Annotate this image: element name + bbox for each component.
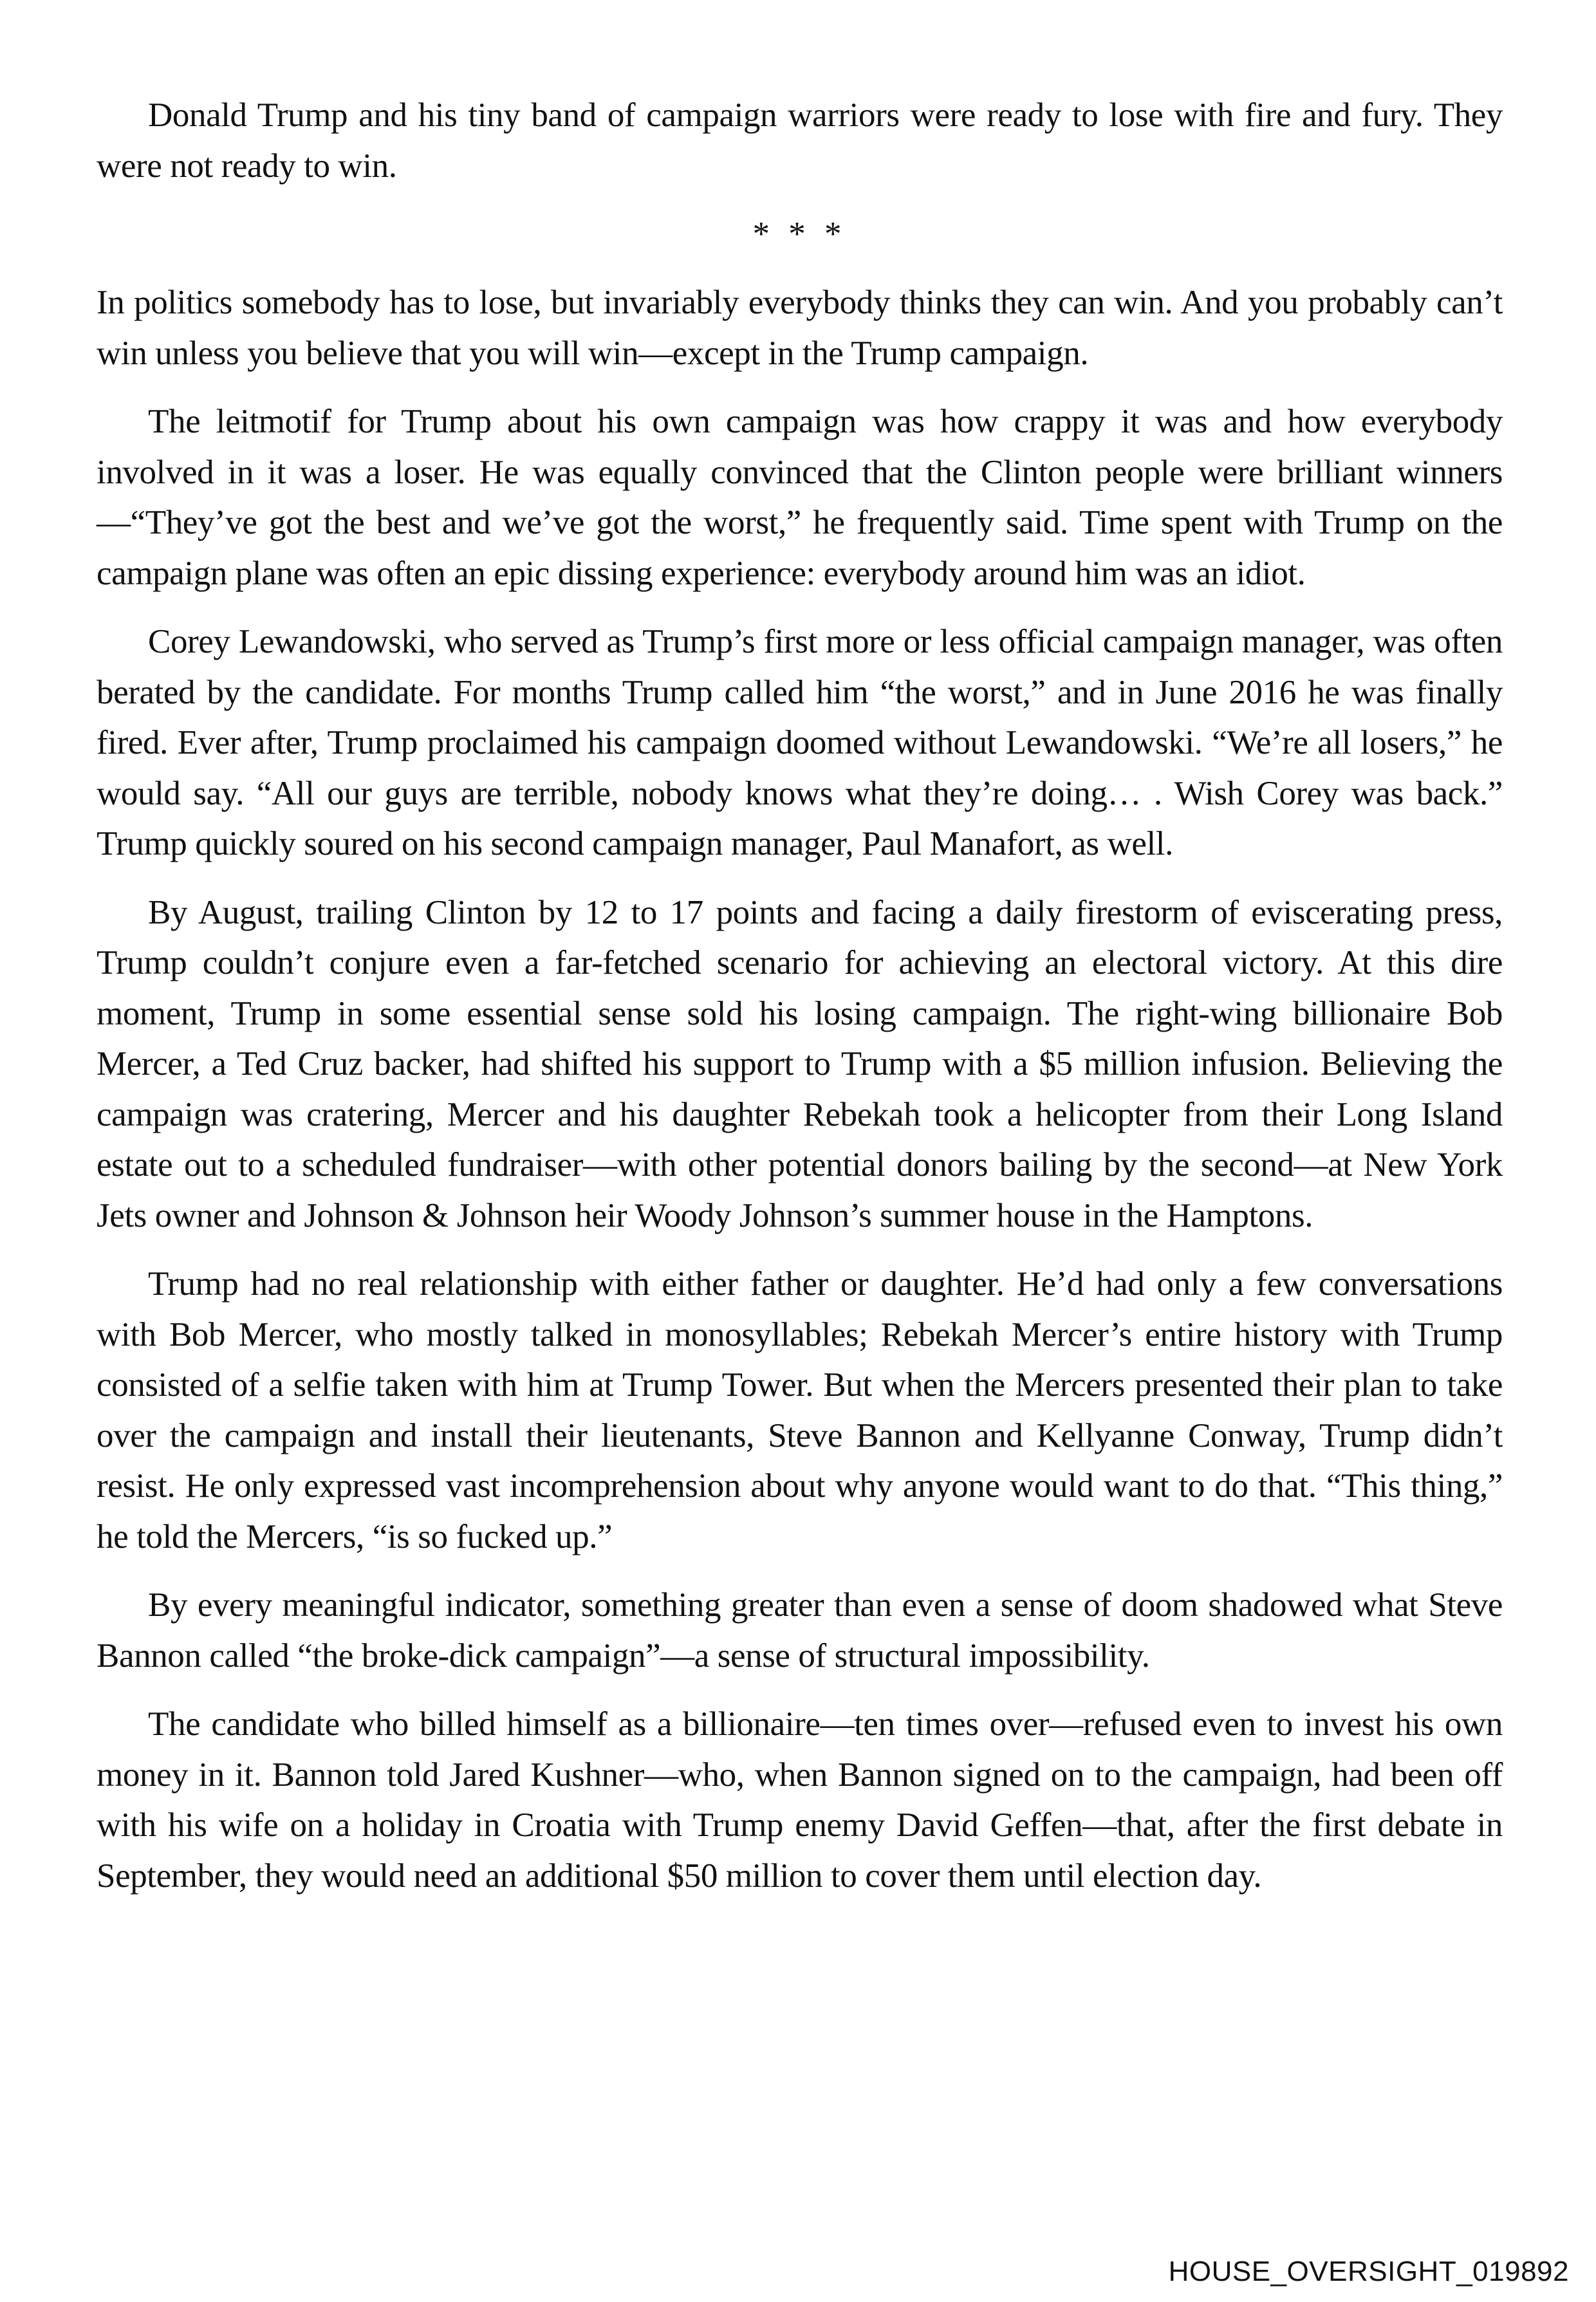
paragraph-lewandowski: Corey Lewandowski, who served as Trump’s first more or less official campaign manager, was often berated by the candidate. For months Trump called him “the worst,” and in June 2016 he was finally fired. Ever after, Trump proclaimed his campaign doomed without Lewandowski. “We’re all losers,” he would say. “All our guys are terrible, nobody knows what they’re doing… . Wish Corey was back.” Trump quickly soured on his second campaign manager, Paul Manafort, as well. xyxy=(97,623,1503,862)
paragraph-mercer-august: By August, trailing Clinton by 12 to 17 points and facing a daily firestorm of eviscerating press, Trump couldn’t conjure even a far-fetched scenario for achieving an electoral victory. At this dire moment, Trump in some essential sense sold his losing campaign. The right-wing billionaire Bob Mercer, a Ted Cruz backer, had shifted his support to Trump with a $5 million infusion. Believing the campaign was cratering, Mercer and his daughter Rebekah took a helicopter from their Long Island estate out to a scheduled fundraiser—with other potential donors bailing by the second—at New York Jets owner and Johnson & Johnson heir Woody Johnson’s summer house in the Hamptons. xyxy=(97,893,1503,1234)
paragraph-billionaire-funding: The candidate who billed himself as a billionaire—ten times over—refused even to invest his own money in it. Bannon told Jared Kushner—who, when Bannon signed on to the campaign, had been off with his wife on a holiday in Croatia with Trump enemy David Geffen—that, after the first debate in September, they would need an additional $50 million to cover them until election day. xyxy=(97,1705,1503,1895)
paragraph-intro: Donald Trump and his tiny band of campaign warriors were ready to lose with fire and fury. They were not ready to win. xyxy=(97,97,1503,185)
paragraph-leitmotif: The leitmotif for Trump about his own campaign was how crappy it was and how everybody involved in it was a loser. He was equally convinced that the Clinton people were brilliant winners—“They’ve got the best and we’ve got the worst,” he frequently said. Time spent with Trump on the campaign plane was often an epic dissing experience: everybody around him was an idiot. xyxy=(97,403,1503,592)
bates-stamp: HOUSE_OVERSIGHT_019892 xyxy=(1168,2256,1569,2287)
section-break-asterisks: * * * xyxy=(752,216,847,253)
paragraph-politics: In politics somebody has to lose, but invariably everybody thinks they can win. And you probably can’t win unless you believe that you will win—except in the Trump campaign. xyxy=(97,284,1503,372)
paragraph-broke-campaign: By every meaningful indicator, something greater than even a sense of doom shadowed what Steve Bannon called “the broke-dick campaign”—a sense of structural impossibility. xyxy=(97,1586,1503,1675)
document-page xyxy=(97,90,1503,1919)
paragraph-mercer-relationship: Trump had no real relationship with either father or daughter. He’d had only a few conversations with Bob Mercer, who mostly talked in monosyllables; Rebekah Mercer’s entire history with Trump consisted of a selfie taken with him at Trump Tower. But when the Mercers presented their plan to take over the campaign and install their lieutenants, Steve Bannon and Kellyanne Conway, Trump didn’t resist. He only expressed vast incomprehension about why anyone would want to do that. “This thing,” he told the Mercers, “is so fucked up.” xyxy=(97,1265,1503,1555)
